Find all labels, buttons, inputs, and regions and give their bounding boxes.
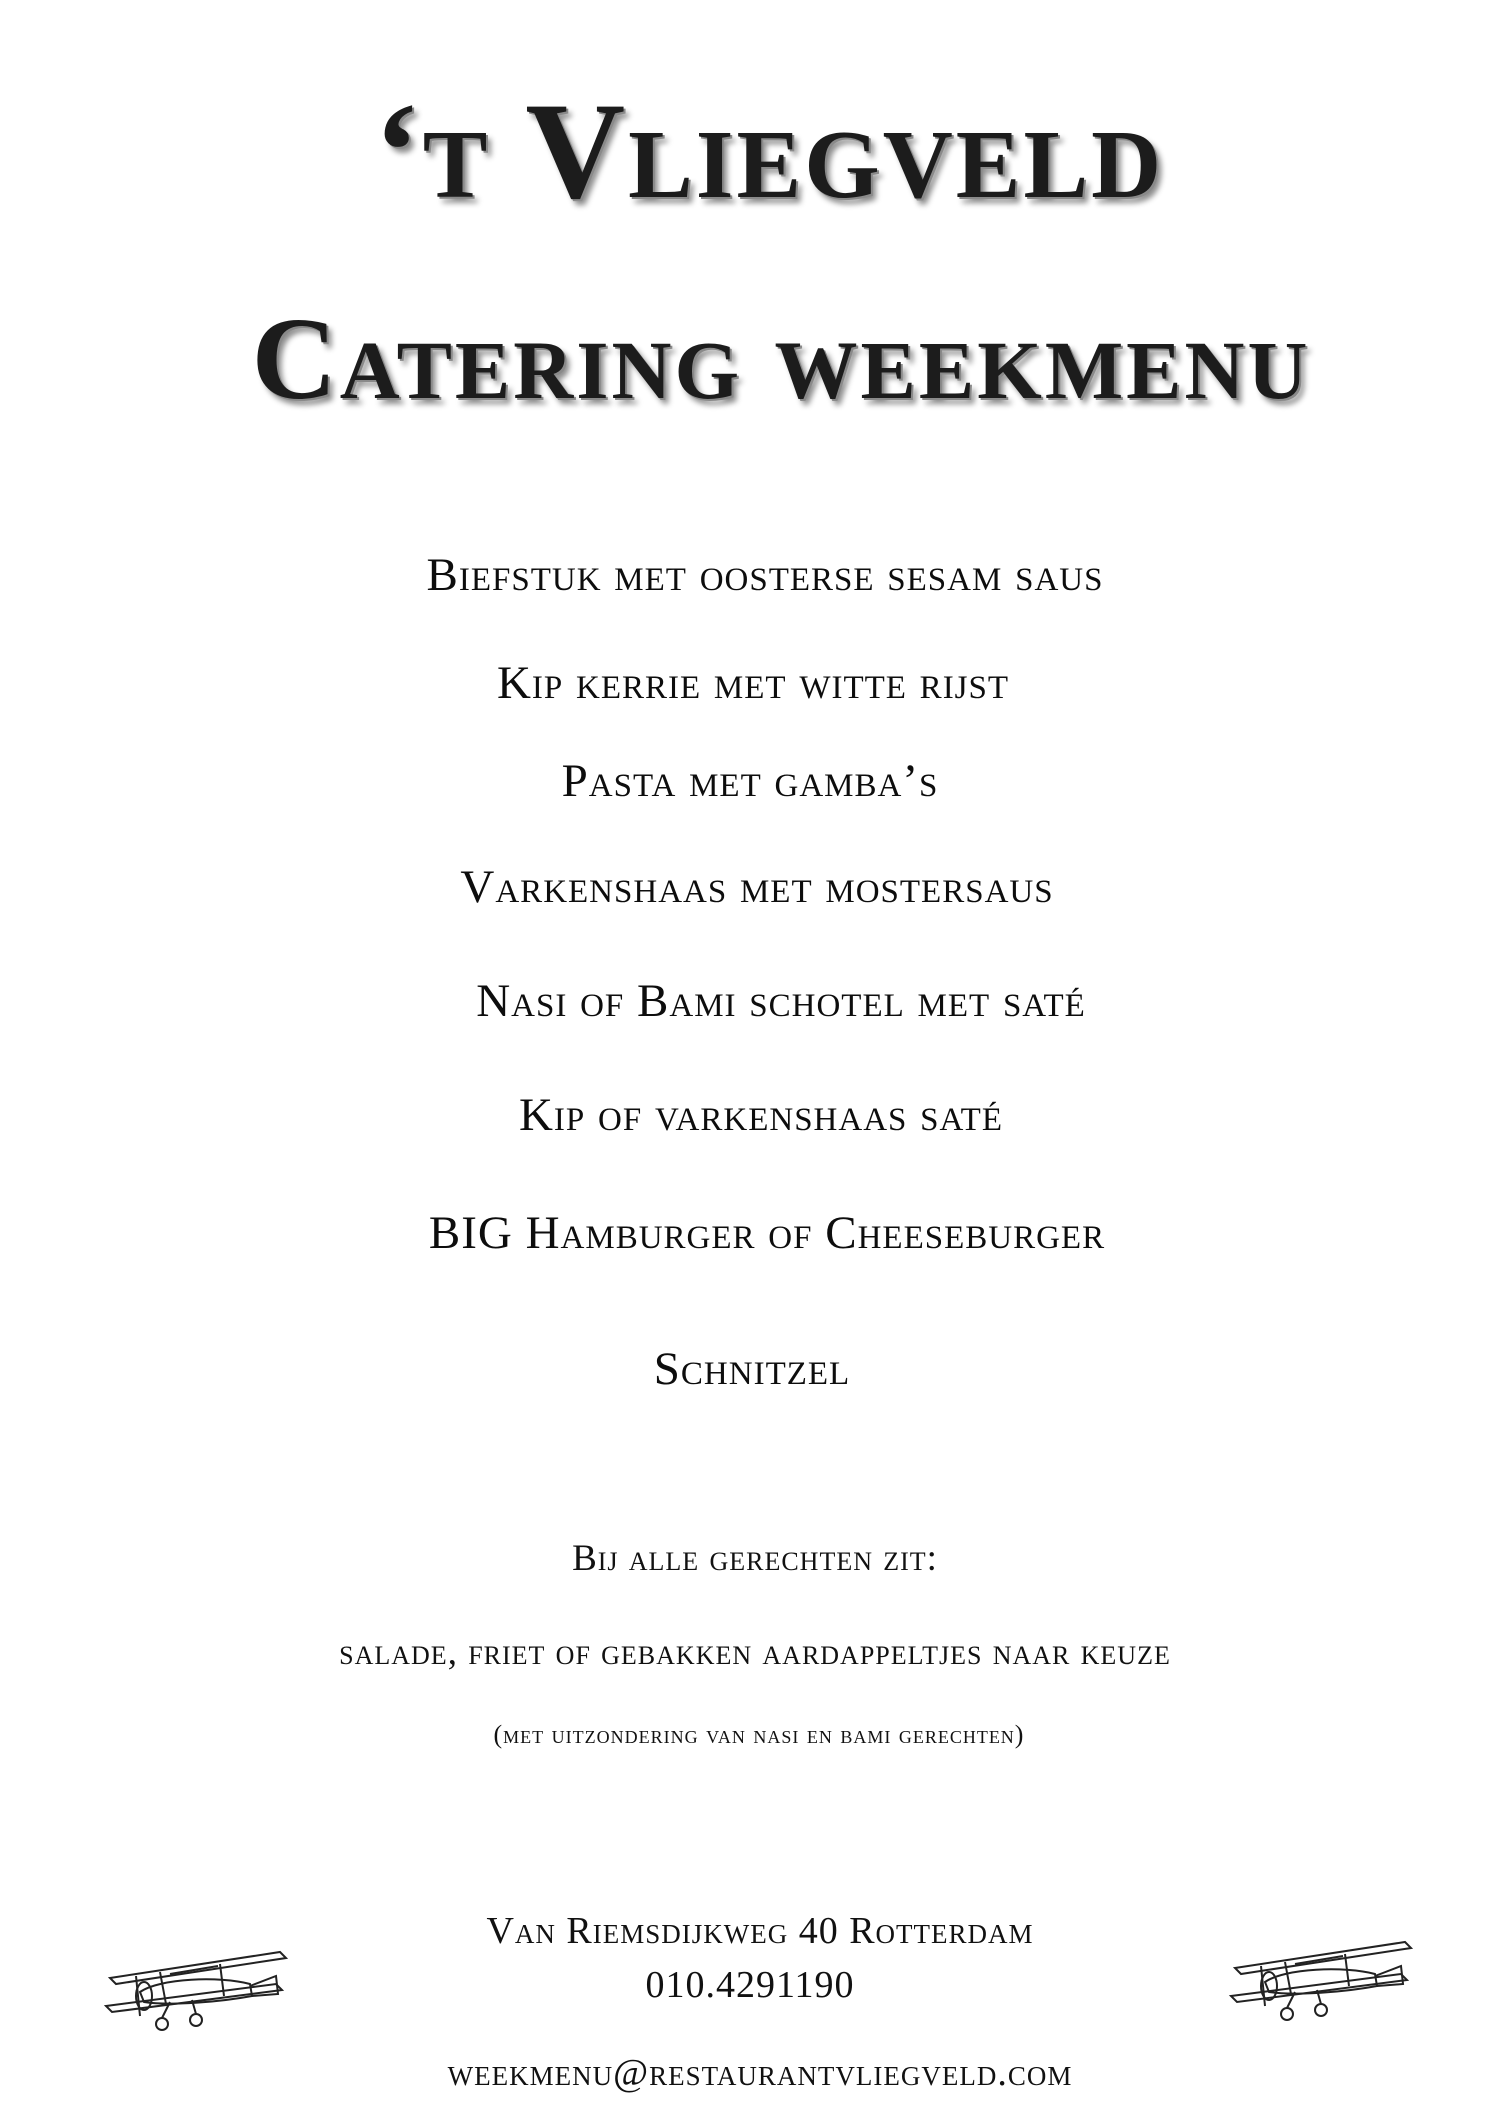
dish-item: Biefstuk met oosterse sesam saus: [426, 549, 1104, 601]
page-title: Catering weekmenu: [251, 293, 1311, 424]
dish-item: Varkenshaas met mostersaus: [460, 861, 1054, 913]
dish-item: Pasta met gamba’s: [561, 755, 939, 807]
dish-item: Nasi of Bami schotel met saté: [476, 975, 1086, 1027]
restaurant-name: ‘t Vliegveld: [373, 74, 1165, 227]
phone-number: 010.4291190: [645, 1964, 855, 2006]
address: Van Riemsdijkweg 40 Rotterdam: [486, 1910, 1034, 1952]
sides-exception: (met uitzondering van nasi en bami gerechten): [493, 1720, 1025, 1749]
biplane-icon: [1225, 1930, 1425, 2030]
dish-item: BIG Hamburger of Cheeseburger: [428, 1207, 1106, 1259]
dish-item: Schnitzel: [653, 1343, 851, 1395]
dish-item: Kip of varkenshaas saté: [518, 1089, 1003, 1141]
sides-options: salade, friet of gebakken aardappeltjes naar keuze: [339, 1632, 1171, 1673]
email-address: weekmenu@restaurantvliegveld.com: [447, 2052, 1073, 2094]
sides-intro: Bij alle gerechten zit:: [572, 1538, 938, 1579]
biplane-icon: [100, 1940, 300, 2040]
dish-item: Kip kerrie met witte rijst: [496, 657, 1010, 709]
